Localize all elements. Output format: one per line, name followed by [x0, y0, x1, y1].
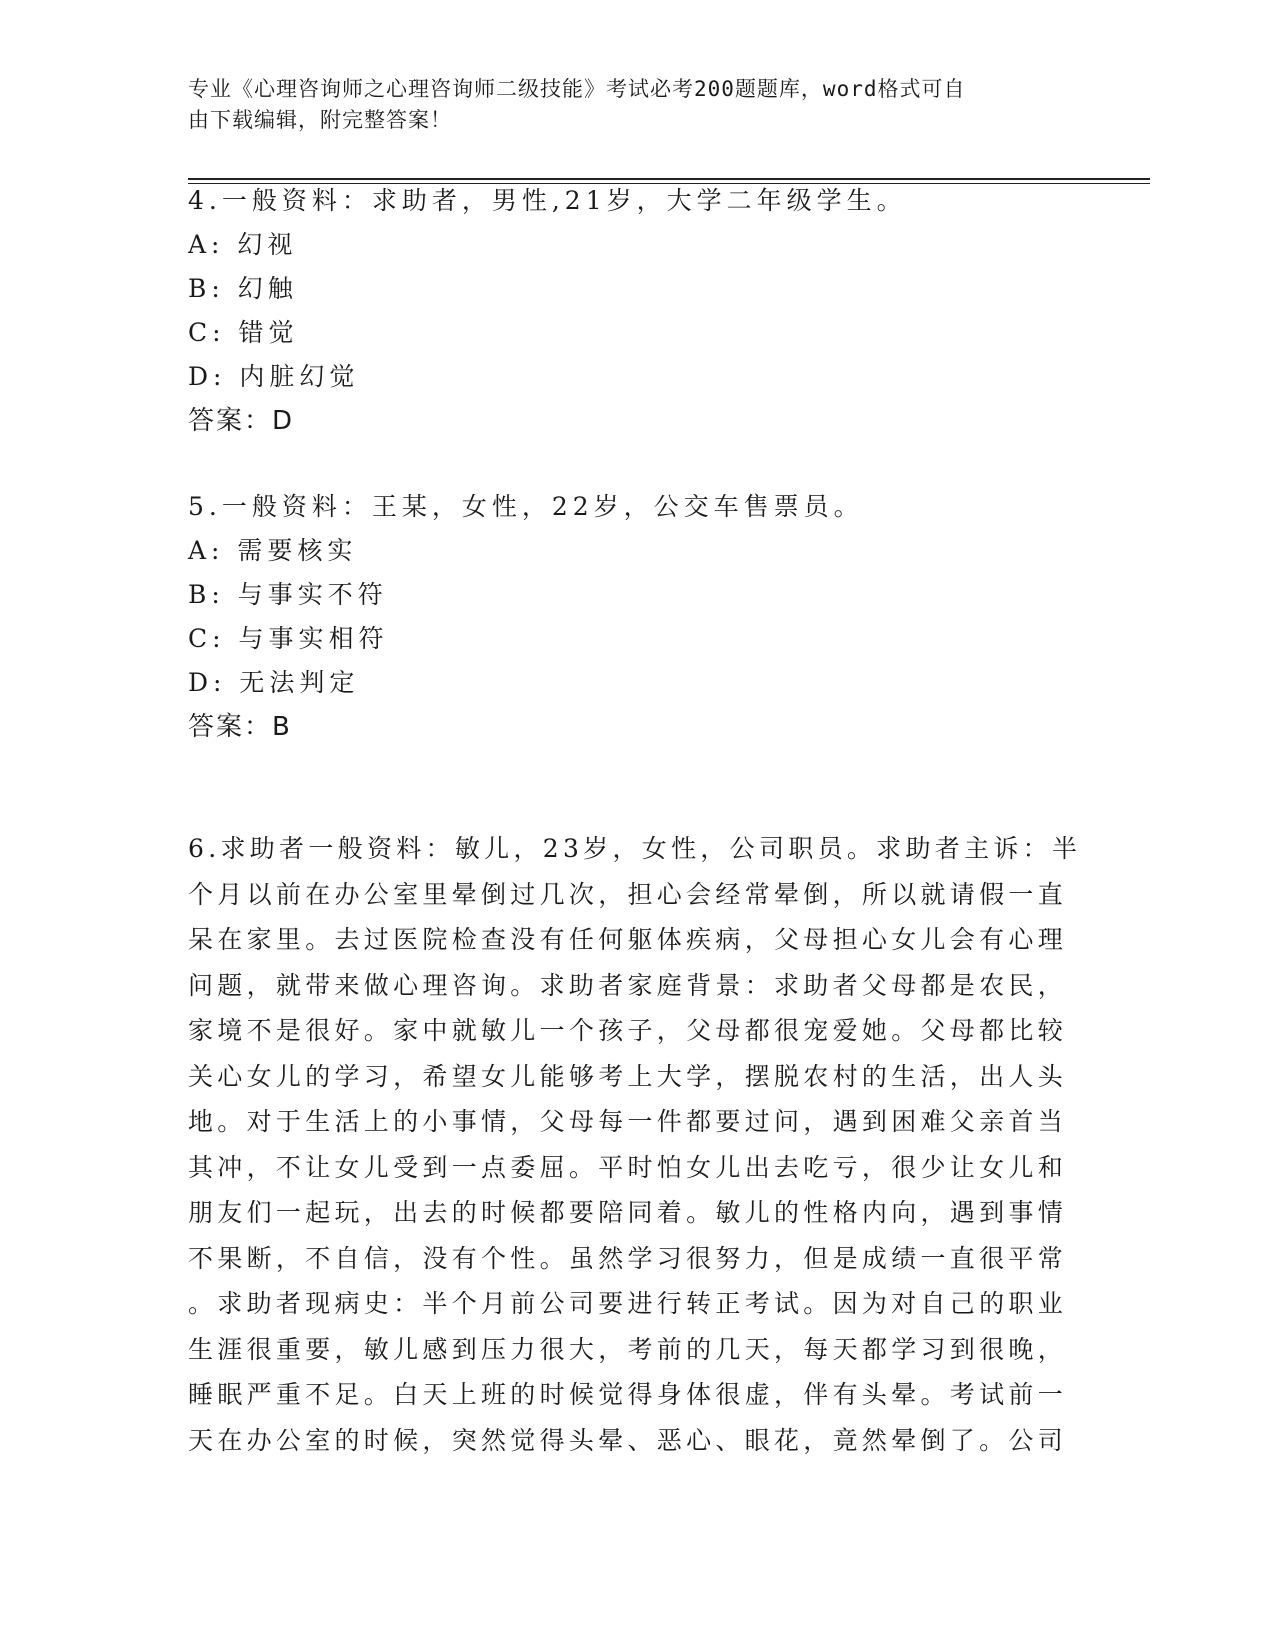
paragraph-line: 生涯很重要，敏儿感到压力很大，考前的几天，每天都学习到很晚， — [188, 1334, 1068, 1364]
question-4-option-c: C: 错觉 — [188, 318, 299, 347]
header-divider-thick — [188, 178, 1150, 180]
paragraph-line: 睡眠严重不足。白天上班的时候觉得身体很虚，伴有头晕。考试前一 — [188, 1380, 1068, 1409]
paragraph-line: 其冲，不让女儿受到一点委屈。平时怕女儿出去吃亏，很少让女儿和 — [188, 1152, 1068, 1182]
paragraph-line: 天在办公室的时候，突然觉得头晕、恶心、眼花，竟然晕倒了。公司 — [188, 1425, 1068, 1455]
question-6-paragraph — [188, 826, 1088, 1463]
paragraph-line: 呆在家里。去过医院检查没有任何躯体疾病，父母担心女儿会有心理 — [188, 925, 1068, 954]
question-4-option-b: B: 幻触 — [188, 274, 298, 303]
question-4-option-a: A: 幻视 — [188, 230, 298, 259]
paragraph-line: 关心女儿的学习，希望女儿能够考上大学，摆脱农村的生活，出人头 — [188, 1061, 1068, 1091]
paragraph-line: 家境不是很好。家中就敏儿一个孩子，父母都很宠爱她。父母都比较 — [188, 1016, 1068, 1045]
question-4-option-d: D: 内脏幻觉 — [188, 362, 360, 391]
question-5-stem: 5.一般资料：王某，女性，22岁，公交车售票员。 — [188, 492, 864, 521]
document-header — [188, 74, 1068, 136]
question-5-option-c: C: 与事实相符 — [188, 624, 389, 653]
question-5-answer: 答案：B — [188, 712, 292, 742]
paragraph-line: 6.求助者一般资料：敏儿，23岁，女性，公司职员。求助者主诉：半 — [188, 834, 1082, 863]
header-line-1: 专业《心理咨询师之心理咨询师二级技能》考试必考200题题库，word格式可自 — [188, 77, 966, 101]
question-5-option-a: A: 需要核实 — [188, 536, 358, 565]
paragraph-line: 朋友们一起玩，出去的时候都要陪同着。敏儿的性格内向，遇到事情 — [188, 1198, 1068, 1227]
question-4-stem: 4.一般资料：求助者，男性,21岁，大学二年级学生。 — [188, 186, 907, 215]
question-4-answer: 答案：D — [188, 406, 295, 436]
paragraph-line: 地。对于生活上的小事情，父母每一件都要过问，遇到困难父亲首当 — [188, 1107, 1068, 1136]
paragraph-line: 不果断，不自信，没有个性。虽然学习很努力，但是成绩一直很平常 — [188, 1243, 1068, 1273]
question-5-option-b: B: 与事实不符 — [188, 580, 388, 609]
paragraph-line: 个月以前在办公室里晕倒过几次，担心会经常晕倒，所以就请假一直 — [188, 879, 1068, 909]
paragraph-line: 。求助者现病史：半个月前公司要进行转正考试。因为对自己的职业 — [188, 1289, 1068, 1318]
paragraph-line: 问题，就带来做心理咨询。求助者家庭背景：求助者父母都是农民， — [188, 970, 1068, 1000]
question-5-option-d: D: 无法判定 — [188, 668, 360, 697]
header-line-2: 由下载编辑，附完整答案！ — [188, 108, 452, 132]
